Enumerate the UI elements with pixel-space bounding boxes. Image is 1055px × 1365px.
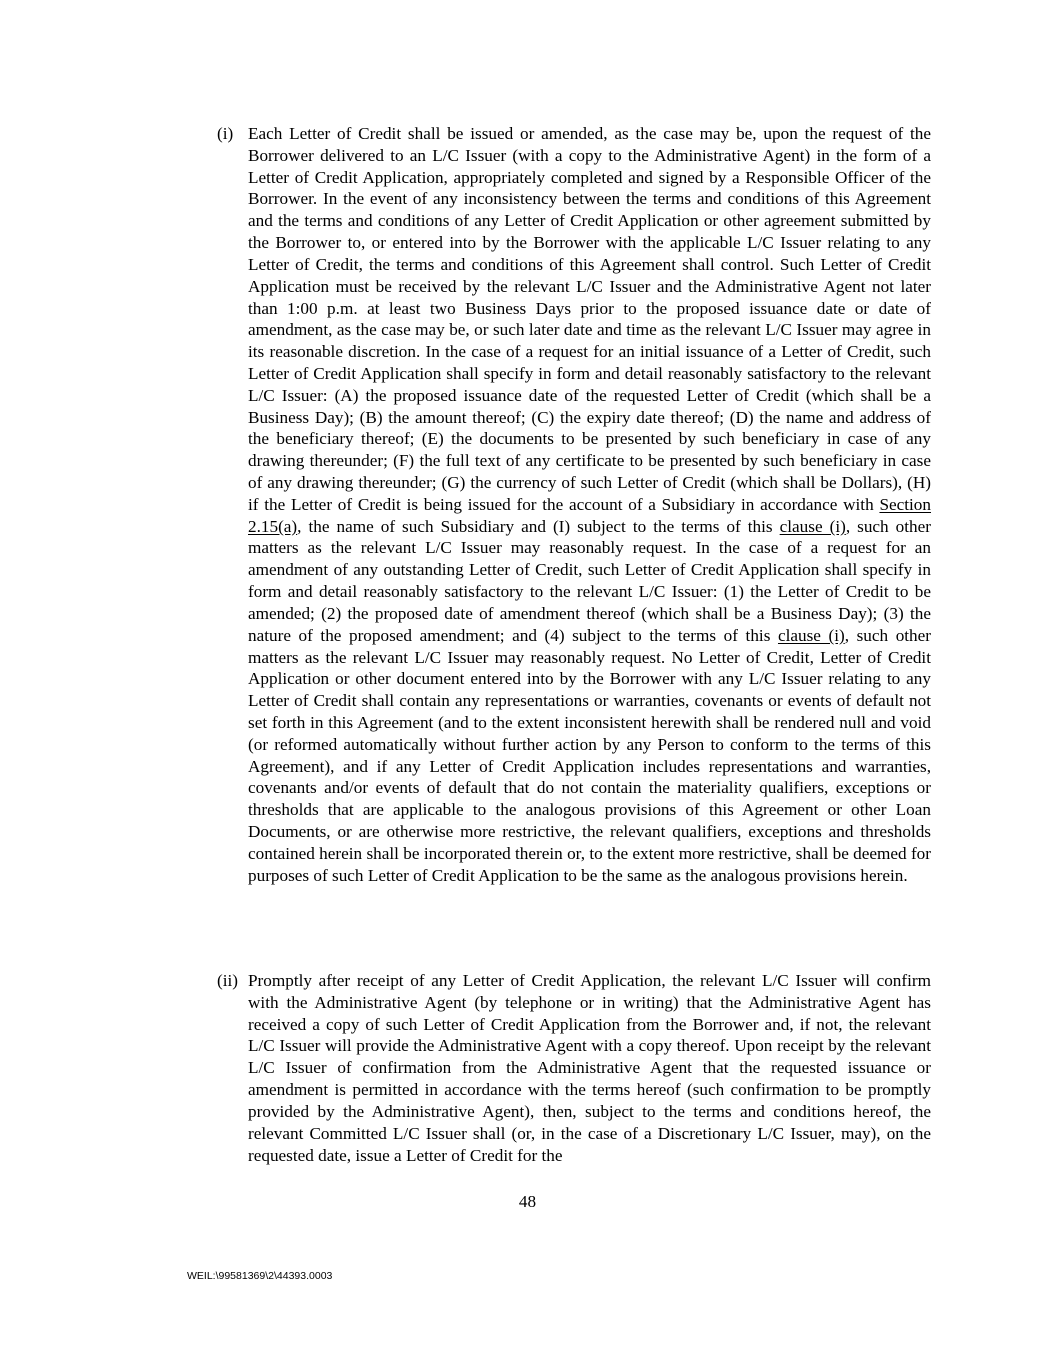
section-reference: Section 2.15(a) [248, 494, 931, 536]
clause-body [248, 123, 931, 886]
page-number: 48 [518, 1192, 537, 1211]
clause-marker: (ii) [217, 971, 238, 990]
clause-body [248, 970, 931, 1166]
clause-i [217, 123, 931, 886]
clause-reference: clause (i) [777, 625, 845, 645]
clause-text: , the name of such Subsidiary and (I) subject to the terms of this [297, 516, 780, 536]
clause-text: Each Letter of Credit shall be issued or amended, as the case may be, upon the request of the Borrower delivered to an L/C Issuer (with a copy to the Administrative Agent) in the form of a Letter of Credit Application, appropriately completed and signed by a Responsible Officer of the Borrower. In the event of any inconsistency between the terms and conditions of this Agreement and the terms and conditions of any Letter of Credit Application or other agreement submitted by the Borrower to, or entered into by the Borrower with the applicable L/C Issuer relating to any Letter of Credit, the terms and conditions of this Agreement shall control. Such Letter of Credit Application must be received by the relevant L/C Issuer and the Administrative Agent not later than 1:00 p.m. at least two Business Days prior to the proposed issuance date or date of amendment, as the case may be, or such later date and time as the relevant L/C Issuer may agree in its reasonable discretion. In the case of a request for an initial issuance of a Letter of Credit, such Letter of Credit Application shall specify in form and detail reasonably satisfactory to the relevant L/C Issuer: (A) the proposed issuance date of the requested Letter of Credit (which shall be a Business Day); (B) the amount thereof; (C) the expiry date thereof; (D) the name and address of the beneficiary thereof; (E) the documents to be presented by such beneficiary in case of any drawing thereunder; (F) the full text of any certificate to be presented by such beneficiary in case of any drawing thereunder; (G) the currency of such Letter of Credit (which shall be Dollars), (H) if the Letter of Credit is being issued for the account of a Subsidiary in accordance with [248, 124, 931, 514]
clause-text: , such other matters as the relevant L/C Issuer may reasonably request. No Letter of Credit, Letter of Credit Application or other document entered into by the Borrower with any L/C Issuer relating to any Letter of Credit shall contain any representations or warranties, covenants or events of default not set forth in this Agreement (and to the extent inconsistent herewith shall be rendered null and void (or reformed automatically without further action by any Person to conform to the terms of this Agreement), and if any Letter of Credit Application includes representations and warranties, covenants and/or events of default that do not contain the materiality qualifiers, exceptions or thresholds that are applicable to the analogous provisions of this Agreement or other Loan Documents, or are otherwise more restrictive, the relevant qualifiers, exceptions and thresholds contained herein shall be incorporated therein or, to the extent more restrictive, shall be deemed for purposes of such Letter of Credit Application to be the same as the analogous provisions herein. [248, 625, 932, 885]
clause-reference: clause (i) [779, 516, 846, 536]
clause-ii [217, 970, 931, 1166]
clause-text: Promptly after receipt of any Letter of Credit Application, the relevant L/C Issuer will confirm with the Administrative Agent (by telephone or in writing) that the Administrative Agent has received a copy of such Letter of Credit Application from the Borrower and, if not, the relevant L/C Issuer will provide the Administrative Agent with a copy thereof. Upon receipt by the relevant L/C Issuer of confirmation from the Administrative Agent that the requested issuance or amendment is permitted in accordance with the terms hereof (such confirmation to be promptly provided by the Administrative Agent), then, subject to the terms and conditions hereof, the relevant Committed L/C Issuer shall (or, in the case of a Discretionary L/C Issuer, may), on the requested date, issue a Letter of Credit for the [248, 971, 931, 1165]
clause-text: , such other matters as the relevant L/C Issuer may reasonably request. In the case of a request for an amendment of any outstanding Letter of Credit, such Letter of Credit Application shall specify in form and detail reasonably satisfactory to the relevant L/C Issuer: (1) the Letter of Credit to be amended; (2) the proposed date of amendment thereof (which shall be a Business Day); (3) the nature of the proposed amendment; and (4) subject to the terms of this [248, 516, 931, 645]
document-id-footer: WEIL:\99581369\2\44393.0003 [187, 1270, 333, 1282]
clause-marker: (i) [217, 124, 234, 143]
